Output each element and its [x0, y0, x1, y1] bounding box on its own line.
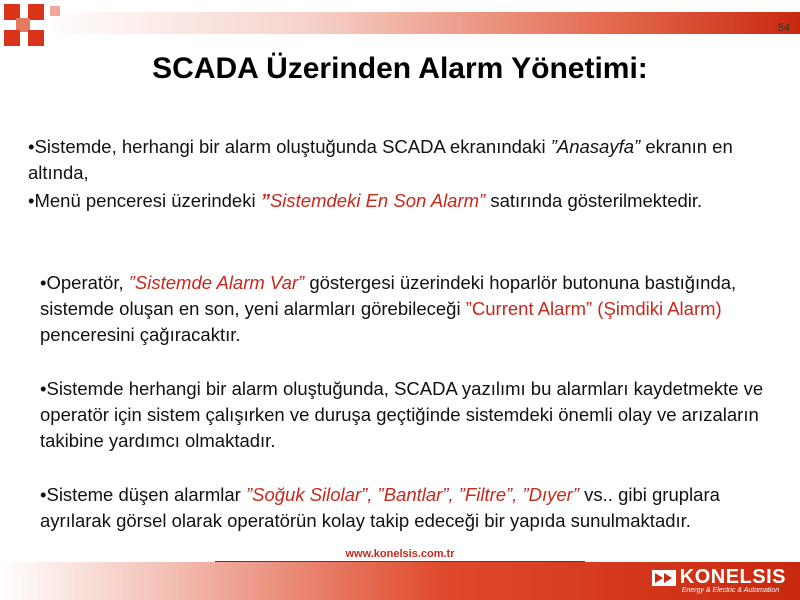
slide-title: SCADA Üzerinden Alarm Yönetimi: — [152, 52, 648, 85]
bullet-highlight: ”Current Alarm” (Şimdiki Alarm) — [465, 298, 722, 319]
bullet-text: •Sisteme düşen alarmlar — [40, 484, 246, 505]
bullet-highlight: ”Sistemde Alarm Var” — [128, 272, 305, 293]
footer-url: www.konelsis.com.tr — [345, 548, 455, 560]
page-number: 54 — [777, 22, 790, 34]
brand-tagline: Energy & Electric & Automation — [681, 587, 780, 594]
brand-name: KONELSIS — [679, 566, 786, 588]
konelsis-mark-icon — [652, 570, 676, 586]
bullet-text: •Operatör, — [40, 272, 129, 293]
bullet-text: •Sistemde, herhangi bir alarm oluştuğunda SCADA ekranındaki — [28, 136, 551, 157]
bullet-anasayfa — [28, 134, 788, 186]
bullet-highlight: Sistemdeki En Son Alarm” — [269, 190, 486, 211]
bullet-operator — [40, 270, 780, 348]
bullet-text: göstergesi üzerindeki hoparlör butonuna bastığında, sistemde oluşan en son, yeni alarmları görebileceği — [40, 272, 737, 319]
bullet-son-alarm — [28, 188, 788, 214]
bullet-text: •Menü penceresi üzerindeki — [28, 190, 261, 211]
bullet-highlight: ”Anasayfa” — [550, 136, 641, 157]
bullet-quote-mark: ” — [260, 190, 270, 211]
bullet-gruplar — [40, 482, 780, 534]
konelsis-logo — [652, 566, 786, 594]
header-gradient-bar — [40, 12, 800, 34]
logo-square — [28, 30, 44, 46]
bullet-text: •Sistemde herhangi bir alarm oluştuğunda, SCADA yazılımı bu alarmları kaydetmekte ve operatör için sistem çalışırken ve duruşa geçtiğinde sistemdeki önemli olay ve arızaların takibine yardımcı olmaktadır. — [40, 378, 764, 451]
bullet-text: ekranın en altında, — [28, 136, 733, 183]
logo-square — [28, 4, 44, 20]
bullet-text: vs.. gibi gruplara ayrılarak görsel olarak operatörün kolay takip edeceği bir yapıda sunulmaktadır. — [40, 484, 720, 531]
logo-square — [4, 30, 20, 46]
bullet-text: penceresini çağıracaktır. — [40, 324, 241, 345]
bullet-text: satırında gösterilmektedir. — [485, 190, 703, 211]
logo-checker-squares — [0, 0, 70, 60]
bullet-kayit — [40, 376, 780, 454]
bullet-highlight: ”Soğuk Silolar”, ”Bantlar”, ”Filtre”, ”Dıyer” — [245, 484, 580, 505]
logo-square — [50, 6, 60, 16]
